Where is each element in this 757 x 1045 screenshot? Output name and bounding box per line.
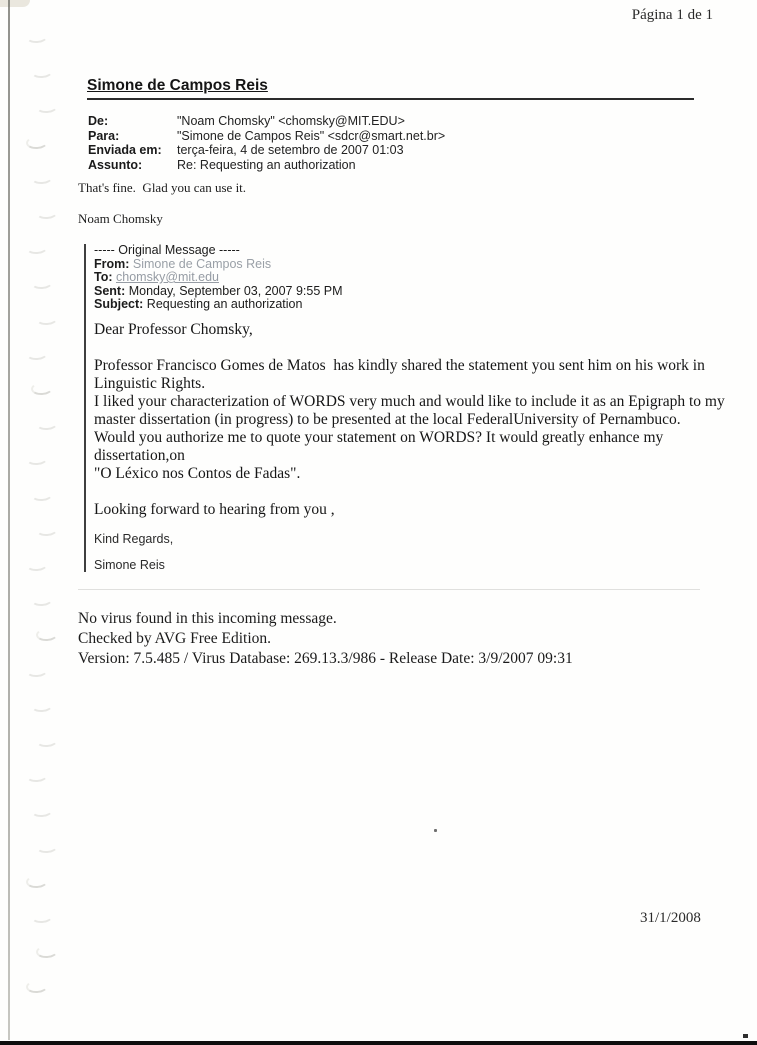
- quoted-header-subject: [94, 298, 726, 312]
- spiral-binding-mark: [36, 205, 59, 220]
- header-label: Para:: [88, 128, 120, 143]
- recipient-name-text: Simone de Campos Reis: [87, 77, 268, 94]
- header-value: terça-feira, 4 de setembro de 2007 01:03: [177, 143, 404, 158]
- spiral-binding-mark: [26, 452, 49, 467]
- quoted-body-line: master dissertation (in progress) to be presented at the local FederalUniversity of Pernambuco.: [94, 410, 681, 428]
- spiral-binding-mark: [26, 768, 49, 783]
- quoted-body-line: Would you authorize me to quote your statement on WORDS? It would greatly enhance my: [94, 428, 664, 446]
- original-message-separator: ----- Original Message -----: [94, 243, 240, 257]
- email-header-block: [88, 114, 445, 172]
- spiral-binding-mark: [36, 839, 59, 854]
- antivirus-footer: [78, 609, 573, 669]
- header-label: De:: [88, 114, 109, 128]
- quoted-body-line: [94, 339, 726, 357]
- footer-line: Version: 7.5.485 / Virus Database: 269.13.3/986 - Release Date: 3/9/2007 09:31: [78, 650, 573, 667]
- spiral-binding-mark: [26, 874, 49, 889]
- header-row-enviada-em: [88, 143, 445, 158]
- scan-edge-line: [8, 0, 10, 1040]
- spiral-binding-mark: [31, 592, 54, 607]
- spiral-binding-mark: [26, 240, 49, 255]
- spiral-binding-mark: [26, 135, 49, 150]
- spiral-binding-mark: [31, 276, 54, 291]
- quoted-header-sent: [94, 285, 726, 299]
- spiral-binding-mark: [31, 909, 54, 924]
- quoted-subject-value: Requesting an authorization: [146, 297, 303, 311]
- spiral-binding-mark: [31, 64, 54, 79]
- quoted-body-line: Professor Francisco Gomes de Matos has kindly shared the statement you sent him on his work in: [94, 356, 705, 374]
- spiral-binding-mark: [26, 29, 49, 44]
- spiral-binding-mark: [36, 944, 59, 959]
- spiral-binding-mark: [31, 804, 54, 819]
- reply-text: That's fine. Glad you can use it.: [78, 180, 247, 195]
- spiral-binding-mark: [26, 663, 49, 678]
- quoted-body-line: Dear Professor Chomsky,: [94, 320, 253, 338]
- quoted-body-line: "O Léxico nos Contos de Fadas".: [94, 464, 301, 482]
- quoted-message-body: [94, 321, 726, 519]
- spiral-binding-mark: [31, 170, 54, 185]
- quoted-from-name: Simone de Campos Reis: [132, 256, 272, 271]
- quoted-to-email-link: chomsky@mit.edu: [116, 270, 219, 284]
- header-row-de: [88, 114, 445, 129]
- spiral-binding-mark: [26, 557, 49, 572]
- header-label: Assunto:: [88, 157, 143, 172]
- spiral-binding-mark: [31, 381, 54, 396]
- spiral-binding-mark: [36, 733, 59, 748]
- spiral-binding-mark: [36, 628, 59, 643]
- closing-signature: Simone Reis: [94, 557, 165, 572]
- reply-signature: Noam Chomsky: [78, 211, 163, 226]
- closing-line: [94, 546, 726, 559]
- header-label: Enviada em:: [88, 143, 162, 158]
- scan-corner-smudge: [0, 0, 30, 7]
- quoted-header-label: From:: [94, 256, 130, 271]
- header-row-para: [88, 129, 445, 144]
- reply-body: [78, 180, 246, 227]
- footer-divider-line: [78, 589, 700, 590]
- spiral-binding-mark: [36, 100, 59, 115]
- header-row-assunto: [88, 158, 445, 173]
- quoted-body-line: [94, 483, 726, 501]
- footer-line: Checked by AVG Free Edition.: [78, 630, 272, 647]
- quoted-body-line: Looking forward to hearing from you ,: [94, 500, 335, 518]
- quoted-body-line: dissertation,on: [94, 446, 185, 464]
- spiral-binding-mark: [31, 487, 54, 502]
- recipient-name-heading: [87, 77, 694, 100]
- spiral-binding-mark: [26, 980, 49, 995]
- quoted-sent-value: Monday, September 03, 2007 9:55 PM: [128, 283, 343, 298]
- header-value: "Simone de Campos Reis" <sdcr@smart.net.br>: [177, 128, 446, 143]
- header-value: Re: Requesting an authorization: [177, 157, 356, 172]
- quoted-original-message: [84, 244, 726, 572]
- spiral-binding-mark: [26, 346, 49, 361]
- quoted-header-label: Subject:: [94, 297, 144, 311]
- closing-line: Kind Regards,: [94, 531, 174, 546]
- scan-bottom-edge: [0, 1041, 757, 1045]
- header-value: "Noam Chomsky" <chomsky@MIT.EDU>: [177, 114, 405, 128]
- footer-line: No virus found in this incoming message.: [78, 610, 337, 627]
- quoted-header-label: To:: [94, 270, 113, 284]
- quoted-header-to: [94, 271, 726, 285]
- scan-speck: [434, 829, 437, 832]
- spiral-binding-mark: [36, 416, 59, 431]
- print-date-stamp: 31/1/2008: [640, 910, 701, 926]
- spiral-binding-mark: [31, 698, 54, 713]
- spiral-binding-mark: [36, 522, 59, 537]
- quoted-header-label: Sent:: [94, 283, 126, 298]
- quoted-body-line: Linguistic Rights.: [94, 374, 206, 392]
- spiral-binding-mark: [36, 311, 59, 326]
- quoted-header-from: [94, 258, 726, 272]
- quoted-body-line: I liked your characterization of WORDS very much and would like to include it as an Epigraph to my: [94, 392, 725, 410]
- scan-speck: [743, 1034, 748, 1038]
- page-number: Página 1 de 1: [631, 7, 713, 23]
- quoted-message-closing: [94, 533, 726, 572]
